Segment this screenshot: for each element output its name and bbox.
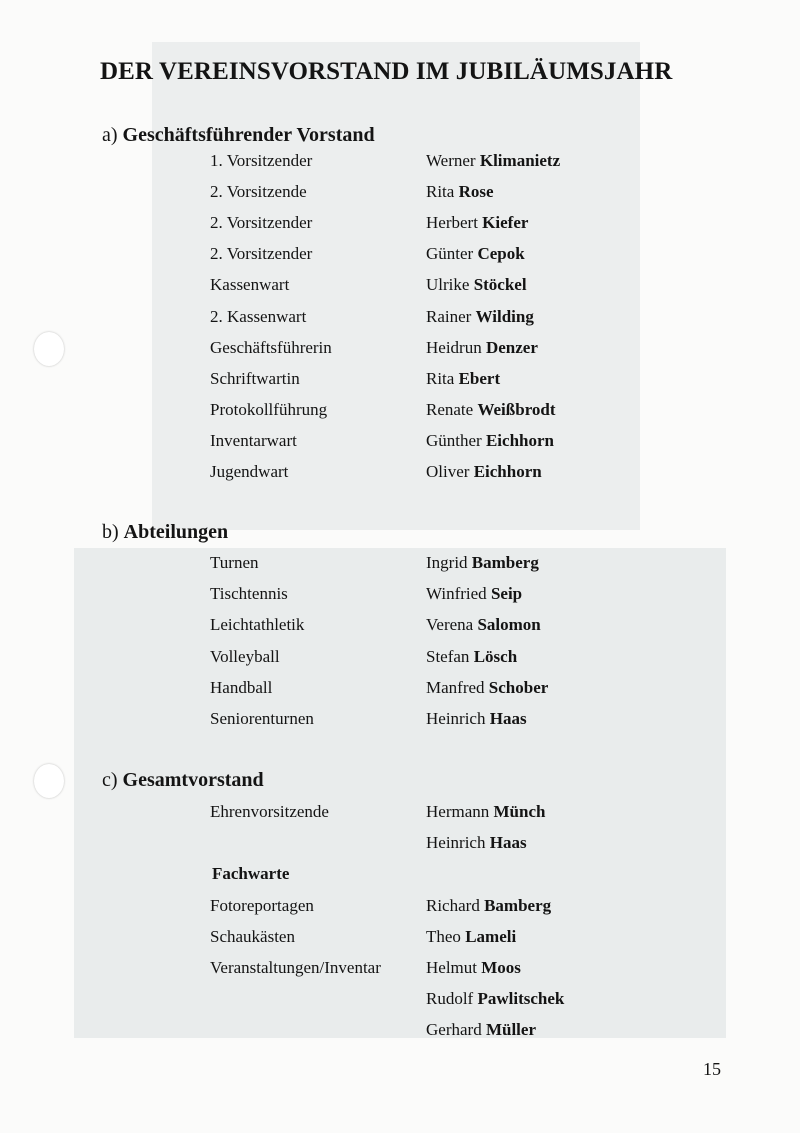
role-label: 2. Vorsitzende — [210, 182, 307, 202]
role-label: Jugendwart — [210, 462, 289, 481]
role-label: Schaukästen — [210, 927, 295, 946]
role-label: 1. Vorsitzender — [210, 151, 313, 170]
section-heading-c — [102, 769, 264, 792]
last-name: Salomon — [477, 615, 541, 635]
person-name — [426, 958, 521, 978]
last-name: Bamberg — [484, 896, 552, 915]
first-name: Hermann — [426, 802, 490, 821]
first-name: Rita — [426, 182, 455, 202]
person-name — [426, 275, 527, 295]
role-label: 2. Kassenwart — [210, 306, 307, 326]
first-name: Stefan — [426, 646, 470, 666]
first-name: Winfried — [426, 584, 487, 604]
role-label: Ehrenvorsitzende — [210, 802, 329, 821]
person-row — [210, 833, 630, 859]
role-label: Handball — [210, 677, 273, 697]
section-prefix: a) — [102, 124, 118, 146]
last-name: Seip — [490, 584, 523, 604]
person-row — [210, 431, 630, 457]
person-name — [426, 802, 545, 822]
first-name: Heinrich — [426, 709, 486, 728]
section-prefix: b) — [102, 521, 119, 543]
person-row — [210, 213, 630, 239]
person-row — [210, 802, 630, 828]
fachwarte-heading: Fachwarte — [212, 864, 290, 883]
person-row — [210, 678, 630, 704]
first-name: Helmut — [426, 958, 477, 977]
last-name: Cepok — [477, 244, 525, 264]
section-title: Geschäftsführender Vorstand — [122, 124, 375, 146]
first-name: Verena — [426, 615, 474, 635]
role-label: Veranstaltungen/Inventar — [210, 958, 381, 977]
role-label: Inventarwart — [210, 430, 297, 450]
role-label: Fotoreportagen — [210, 896, 314, 915]
first-name: Theo — [426, 927, 461, 946]
person-name — [426, 400, 556, 420]
first-name: Heinrich — [426, 833, 486, 852]
person-row — [210, 584, 630, 610]
person-row — [210, 615, 630, 641]
last-name: Kiefer — [482, 213, 529, 233]
last-name: Pawlitschek — [477, 989, 565, 1008]
person-name — [426, 338, 538, 358]
section-heading-a — [102, 124, 375, 147]
role-label: Schriftwartin — [210, 368, 300, 388]
person-name — [426, 584, 522, 604]
last-name: Haas — [489, 709, 527, 728]
person-row — [210, 989, 630, 1015]
last-name: Weißbrodt — [477, 399, 556, 419]
last-name: Müller — [485, 1020, 536, 1039]
last-name: Ebert — [458, 368, 501, 388]
last-name: Wilding — [475, 306, 534, 326]
person-name — [426, 151, 560, 171]
section-title: Gesamtvorstand — [122, 769, 264, 791]
person-name — [426, 307, 534, 327]
person-name — [426, 553, 539, 573]
person-name — [426, 896, 551, 916]
first-name: Günter — [426, 244, 474, 264]
person-name — [426, 462, 542, 482]
last-name: Haas — [489, 833, 527, 852]
person-row — [210, 400, 630, 426]
punch-hole-bottom — [34, 764, 64, 798]
person-row — [210, 338, 630, 364]
person-name — [426, 182, 494, 202]
last-name: Rose — [458, 182, 494, 202]
first-name: Richard — [426, 896, 480, 915]
first-name: Werner — [426, 151, 476, 170]
last-name: Eichhorn — [473, 462, 542, 481]
last-name: Stöckel — [473, 275, 527, 295]
role-label: Leichtathletik — [210, 615, 305, 635]
section-title: Abteilungen — [123, 521, 229, 543]
person-row — [210, 369, 630, 395]
person-row — [210, 927, 630, 953]
last-name: Lameli — [465, 927, 517, 946]
last-name: Schober — [488, 677, 549, 697]
person-row — [210, 244, 630, 270]
first-name: Ulrike — [426, 275, 470, 295]
person-name — [426, 369, 500, 389]
role-label: Volleyball — [210, 646, 280, 666]
person-name — [426, 709, 527, 729]
person-name — [426, 647, 517, 667]
page-number: 15 — [703, 1059, 721, 1079]
person-row — [210, 958, 630, 984]
role-label: Kassenwart — [210, 275, 290, 295]
section-heading-b — [102, 521, 228, 544]
person-name — [426, 927, 516, 947]
last-name: Moos — [481, 958, 521, 977]
person-name — [426, 833, 527, 853]
first-name: Oliver — [426, 462, 470, 481]
first-name: Heidrun — [426, 337, 482, 357]
last-name: Klimanietz — [479, 151, 561, 170]
person-row — [210, 896, 630, 922]
person-name — [426, 678, 548, 698]
person-name — [426, 989, 564, 1009]
section-prefix: c) — [102, 769, 118, 791]
person-name — [426, 1020, 536, 1040]
last-name: Bamberg — [471, 553, 539, 572]
person-row — [210, 553, 630, 579]
first-name: Rainer — [426, 306, 472, 326]
person-name — [426, 213, 528, 233]
person-row — [210, 151, 630, 177]
person-row — [210, 462, 630, 488]
person-row — [210, 182, 630, 208]
punch-hole-top — [34, 332, 64, 366]
first-name: Rita — [426, 368, 455, 388]
last-name: Eichhorn — [485, 430, 554, 450]
first-name: Günther — [426, 430, 482, 450]
first-name: Ingrid — [426, 553, 468, 572]
role-label: Seniorenturnen — [210, 709, 314, 728]
role-label: 2. Vorsitzender — [210, 213, 313, 233]
last-name: Münch — [493, 802, 546, 821]
role-label: Tischtennis — [210, 584, 288, 604]
person-row — [210, 307, 630, 333]
person-name — [426, 244, 525, 264]
last-name: Lösch — [473, 646, 518, 666]
first-name: Herbert — [426, 213, 478, 233]
page-title: DER VEREINSVORSTAND IM JUBILÄUMSJAHR — [100, 58, 673, 85]
role-label: Protokollführung — [210, 399, 328, 419]
role-label: 2. Vorsitzender — [210, 244, 313, 264]
person-row — [210, 709, 630, 735]
person-row — [210, 275, 630, 301]
role-label: Geschäftsführerin — [210, 337, 332, 357]
person-name — [426, 615, 541, 635]
first-name: Manfred — [426, 677, 485, 697]
person-name — [426, 431, 554, 451]
person-row — [210, 647, 630, 673]
role-label: Turnen — [210, 553, 259, 572]
last-name: Denzer — [485, 337, 538, 357]
first-name: Rudolf — [426, 989, 474, 1008]
first-name: Renate — [426, 399, 474, 419]
person-row — [210, 1020, 630, 1046]
first-name: Gerhard — [426, 1020, 482, 1039]
